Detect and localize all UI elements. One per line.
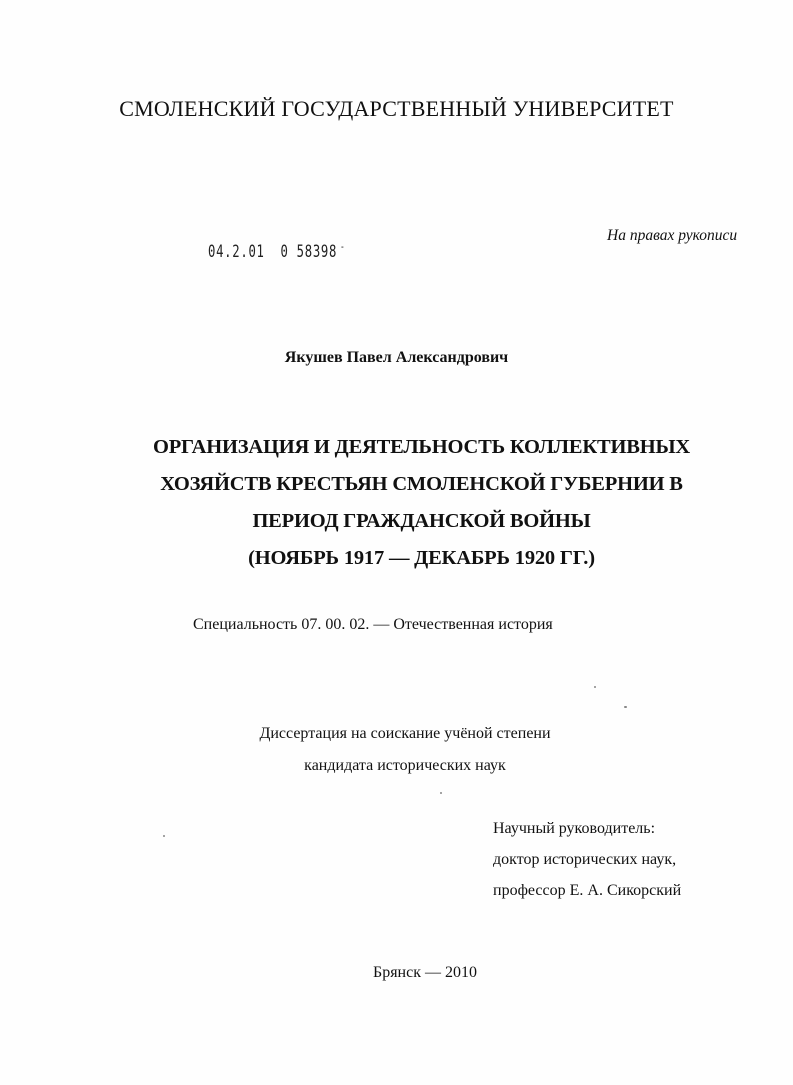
- scan-speck: [624, 706, 627, 708]
- degree-statement: [0, 718, 793, 782]
- stamp-code: 04.2.01: [208, 242, 265, 262]
- scan-speck: [440, 792, 442, 794]
- title-line: ОРГАНИЗАЦИЯ И ДЕЯТЕЛЬНОСТЬ КОЛЛЕКТИВНЫХ: [152, 436, 690, 458]
- advisor-line: Научный руководитель:: [493, 820, 656, 837]
- scan-speck: [163, 835, 165, 837]
- scan-speck: [594, 686, 596, 688]
- library-stamp: [208, 242, 345, 262]
- advisor-line: доктор исторических наук,: [493, 851, 677, 868]
- title-line: ПЕРИОД ГРАЖДАНСКОЙ ВОЙНЫ: [252, 510, 591, 532]
- title-line: (НОЯБРЬ 1917 — ДЕКАБРЬ 1920 ГГ.): [248, 547, 595, 569]
- advisor-line: профессор Е. А. Сикорский: [493, 882, 682, 899]
- manuscript-rights-note: На правах рукописи: [607, 227, 738, 244]
- scientific-advisor: [493, 813, 681, 906]
- university-name: СМОЛЕНСКИЙ ГОСУДАРСТВЕННЫЙ УНИВЕРСИТЕТ: [119, 96, 674, 121]
- specialty: Специальность 07. 00. 02. — Отечественная история: [193, 616, 553, 633]
- city-year: Брянск — 2010: [373, 964, 477, 981]
- author-name: Якушев Павел Александрович: [284, 349, 509, 366]
- degree-line: Диссертация на соискание учёной степени: [259, 725, 551, 742]
- stamp-mark: -: [339, 240, 346, 253]
- stamp-number: 0 58398: [280, 242, 338, 262]
- title-line: ХОЗЯЙСТВ КРЕСТЬЯН СМОЛЕНСКОЙ ГУБЕРНИИ В: [160, 473, 683, 495]
- degree-line: кандидата исторических наук: [304, 757, 506, 774]
- dissertation-title: [0, 429, 793, 577]
